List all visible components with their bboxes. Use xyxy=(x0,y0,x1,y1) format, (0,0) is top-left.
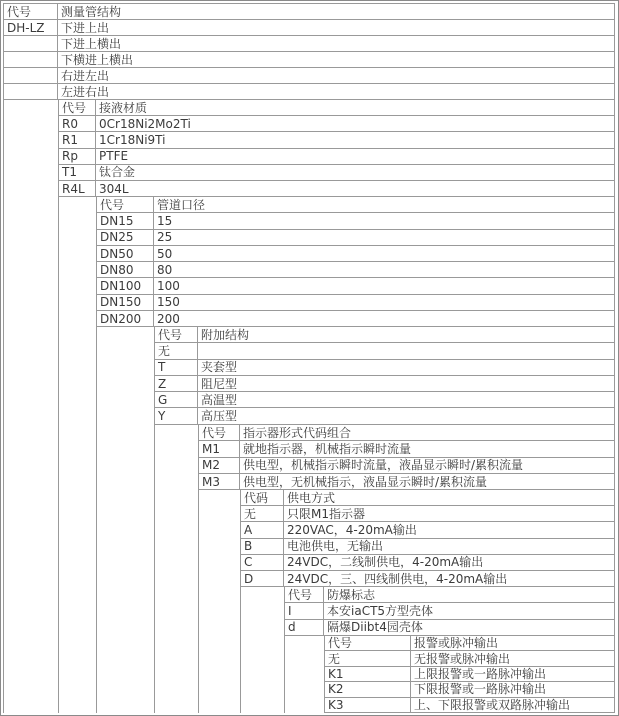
header-row xyxy=(199,425,615,441)
column-header-code: 代号 xyxy=(155,327,198,343)
table-row xyxy=(4,68,615,84)
desc-cell: 下限报警或一路脉冲输出 xyxy=(411,682,615,697)
table-row xyxy=(155,392,615,408)
column-header-code: 代号 xyxy=(59,100,96,116)
code-cell xyxy=(4,52,58,68)
code-cell: DN80 xyxy=(97,262,154,278)
table-row xyxy=(97,278,615,294)
code-cell xyxy=(4,68,58,84)
column-header-code: 代号 xyxy=(97,197,154,213)
code-cell: DN15 xyxy=(97,213,154,229)
column-header-code: 代码 xyxy=(241,490,284,506)
code-cell: M1 xyxy=(199,441,240,457)
desc-cell: 80 xyxy=(154,262,615,278)
table-row xyxy=(155,343,615,359)
header-row xyxy=(59,100,615,116)
code-cell: d xyxy=(285,619,324,635)
code-cell: T xyxy=(155,359,198,375)
table-row xyxy=(4,84,615,100)
table-row xyxy=(59,116,615,132)
table-row xyxy=(241,522,615,538)
code-cell: B xyxy=(241,538,284,554)
desc-cell: 0Cr18Ni2Mo2Ti xyxy=(96,116,615,132)
desc-cell: 左进右出 xyxy=(58,84,615,100)
table-row xyxy=(4,20,615,36)
table-row xyxy=(241,538,615,554)
table-row xyxy=(199,473,615,489)
section-table xyxy=(284,586,615,636)
desc-cell: 200 xyxy=(154,311,615,327)
code-cell: DN100 xyxy=(97,278,154,294)
header-row xyxy=(97,197,615,213)
code-cell: 无 xyxy=(325,651,411,666)
desc-cell: 24VDC，三、四线制供电，4-20mA输出 xyxy=(284,570,615,586)
desc-cell: 高压型 xyxy=(198,408,615,424)
table-row xyxy=(97,229,615,245)
column-header-desc: 管道口径 xyxy=(154,197,615,213)
table-row xyxy=(155,375,615,391)
code-cell: Z xyxy=(155,375,198,391)
table-row xyxy=(285,619,615,635)
desc-cell: 电池供电，无输出 xyxy=(284,538,615,554)
code-cell: DN200 xyxy=(97,311,154,327)
code-cell: M2 xyxy=(199,457,240,473)
desc-cell: 钛合金 xyxy=(96,164,615,180)
section-table xyxy=(154,326,615,425)
section-table xyxy=(198,424,615,490)
header-row xyxy=(285,587,615,603)
desc-cell xyxy=(198,343,615,359)
section-alarm-pulse-output xyxy=(324,635,616,713)
desc-cell: 下横进上横出 xyxy=(58,52,615,68)
code-cell xyxy=(4,84,58,100)
column-header-code: 代号 xyxy=(199,425,240,441)
desc-cell: PTFE xyxy=(96,148,615,164)
header-row xyxy=(241,490,615,506)
desc-cell: 15 xyxy=(154,213,615,229)
column-header-desc: 指示器形式代码组合 xyxy=(240,425,615,441)
table-row xyxy=(155,408,615,424)
desc-cell: 无报警或脉冲输出 xyxy=(411,651,615,666)
column-header-desc: 接液材质 xyxy=(96,100,615,116)
table-row xyxy=(199,457,615,473)
desc-cell: 下进上出 xyxy=(58,20,615,36)
table-row xyxy=(325,651,615,666)
table-row xyxy=(285,603,615,619)
table-row xyxy=(4,36,615,52)
column-header-code: 代号 xyxy=(325,636,411,651)
code-cell: R0 xyxy=(59,116,96,132)
code-cell: A xyxy=(241,522,284,538)
desc-cell: 150 xyxy=(154,294,615,310)
code-cell: M3 xyxy=(199,473,240,489)
table-row xyxy=(97,245,615,261)
code-cell: I xyxy=(285,603,324,619)
code-cell: DN50 xyxy=(97,245,154,261)
desc-cell: 上、下限报警或双路脉冲输出 xyxy=(411,697,615,712)
section-table xyxy=(58,99,615,197)
header-row xyxy=(4,4,615,20)
desc-cell: 220VAC，4-20mA输出 xyxy=(284,522,615,538)
table-row xyxy=(199,441,615,457)
table-row xyxy=(59,148,615,164)
table-row xyxy=(325,697,615,712)
table-row xyxy=(59,180,615,196)
code-cell: 无 xyxy=(241,506,284,522)
desc-cell: 50 xyxy=(154,245,615,261)
desc-cell: 24VDC，二线制供电，4-20mA输出 xyxy=(284,554,615,570)
table-row xyxy=(97,294,615,310)
header-row xyxy=(325,636,615,651)
desc-cell: 304L xyxy=(96,180,615,196)
column-header-desc: 附加结构 xyxy=(198,327,615,343)
code-cell: DH-LZ xyxy=(4,20,58,36)
table-row xyxy=(241,554,615,570)
section-table xyxy=(324,635,615,713)
code-cell: R4L xyxy=(59,180,96,196)
header-row xyxy=(155,327,615,343)
table-row xyxy=(97,213,615,229)
code-cell: T1 xyxy=(59,164,96,180)
code-cell xyxy=(4,36,58,52)
desc-cell: 1Cr18Ni9Ti xyxy=(96,132,615,148)
desc-cell: 隔爆Diibt4园壳体 xyxy=(324,619,615,635)
code-cell: K3 xyxy=(325,697,411,712)
desc-cell: 100 xyxy=(154,278,615,294)
code-cell: DN25 xyxy=(97,229,154,245)
code-cell: D xyxy=(241,570,284,586)
table-row xyxy=(97,311,615,327)
desc-cell: 25 xyxy=(154,229,615,245)
table-row xyxy=(97,262,615,278)
desc-cell: 上限报警或一路脉冲输出 xyxy=(411,666,615,681)
section-table xyxy=(3,3,615,100)
desc-cell: 高温型 xyxy=(198,392,615,408)
desc-cell: 夹套型 xyxy=(198,359,615,375)
desc-cell: 右进左出 xyxy=(58,68,615,84)
table-row xyxy=(325,666,615,681)
table-row xyxy=(241,570,615,586)
column-header-code: 代号 xyxy=(285,587,324,603)
desc-cell: 本安iaCT5方型壳体 xyxy=(324,603,615,619)
code-cell: Y xyxy=(155,408,198,424)
desc-cell: 只限M1指示器 xyxy=(284,506,615,522)
code-cell: R1 xyxy=(59,132,96,148)
table-row xyxy=(4,52,615,68)
column-header-code: 代号 xyxy=(4,4,58,20)
section-table xyxy=(240,489,615,587)
code-cell: G xyxy=(155,392,198,408)
desc-cell: 阻尼型 xyxy=(198,375,615,391)
code-cell: Rp xyxy=(59,148,96,164)
column-header-desc: 报警或脉冲输出 xyxy=(411,636,615,651)
desc-cell: 就地指示器，机械指示瞬时流量 xyxy=(240,441,615,457)
code-cell: C xyxy=(241,554,284,570)
code-cell: K1 xyxy=(325,666,411,681)
desc-cell: 供电型，无机械指示，液晶显示瞬时/累积流量 xyxy=(240,473,615,489)
section-table xyxy=(96,196,615,327)
column-header-desc: 测量管结构 xyxy=(58,4,615,20)
table-row xyxy=(325,682,615,697)
column-header-desc: 防爆标志 xyxy=(324,587,615,603)
desc-cell: 下进上横出 xyxy=(58,36,615,52)
code-cell: 无 xyxy=(155,343,198,359)
desc-cell: 供电型，机械指示瞬时流量，液晶显示瞬时/累积流量 xyxy=(240,457,615,473)
table-row xyxy=(155,359,615,375)
table-row xyxy=(241,506,615,522)
table-row xyxy=(59,132,615,148)
table-row xyxy=(59,164,615,180)
column-header-desc: 供电方式 xyxy=(284,490,615,506)
code-cell: DN150 xyxy=(97,294,154,310)
code-cell: K2 xyxy=(325,682,411,697)
